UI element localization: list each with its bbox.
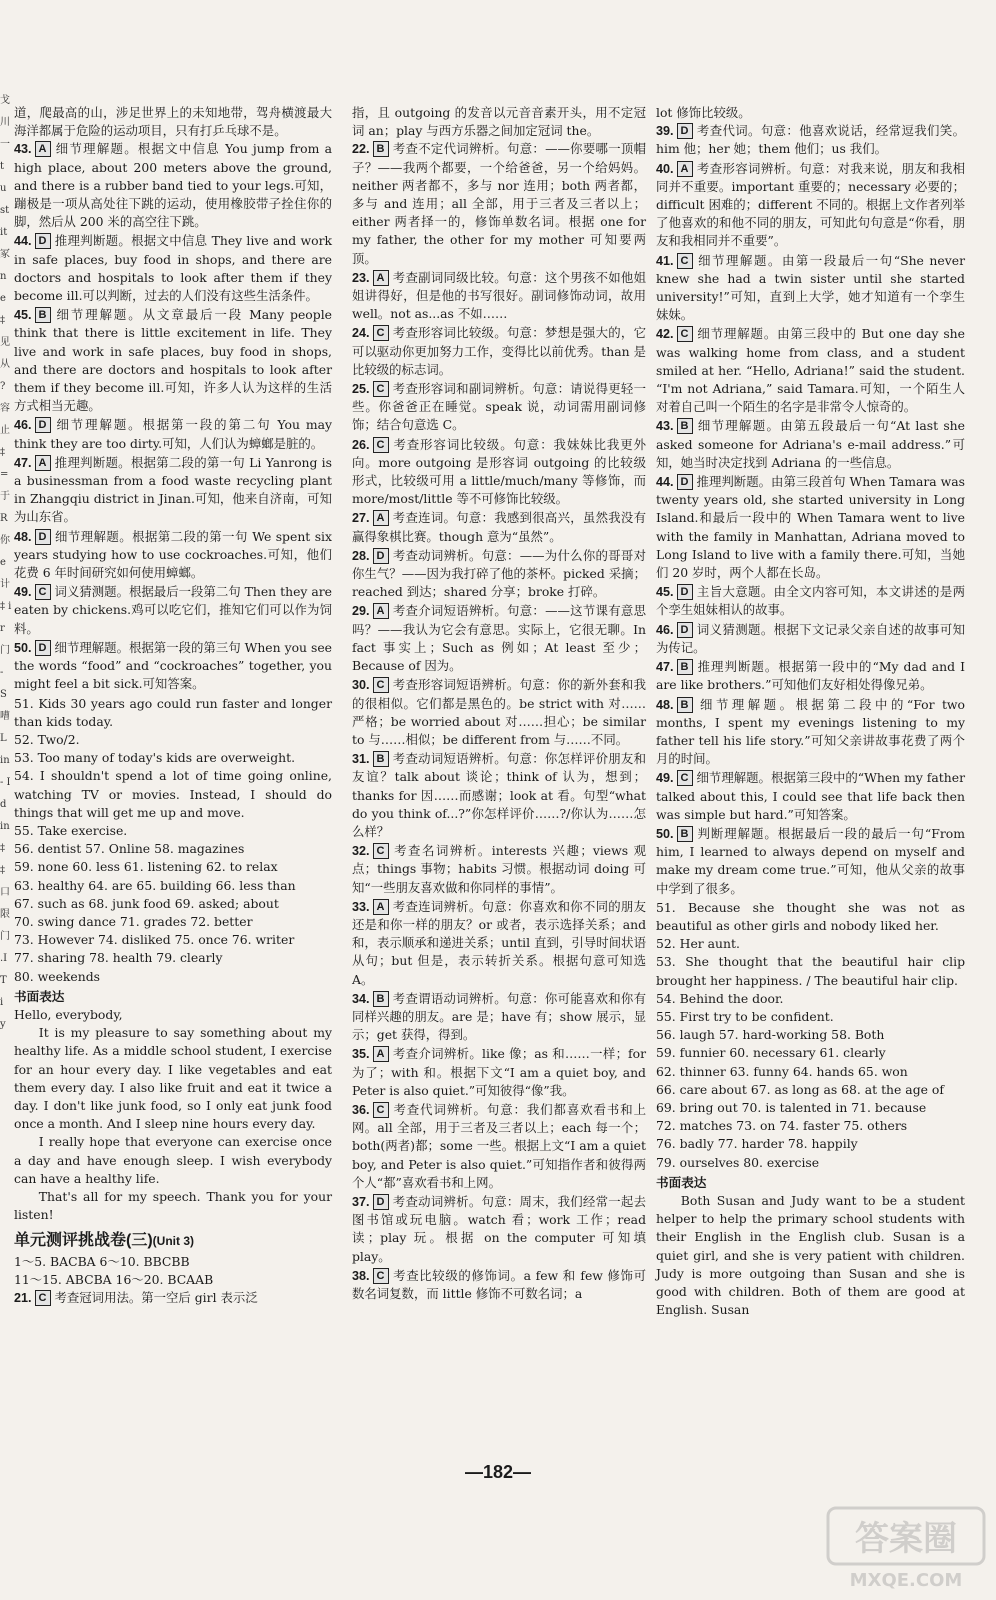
question-number: 35. (352, 1047, 370, 1062)
question-number: 25. (352, 382, 370, 397)
explanation-text: 细节理解题。根据第一段的第三句 When you see the words “food” and “cockroaches” together, you might feel a bit sick.可知答案。 (14, 639, 332, 692)
answer-item (656, 473, 965, 582)
svg-text:答案圈: 答案圈 (855, 1519, 957, 1559)
answer-line: 59. funnier 60. necessary 61. clearly (656, 1045, 886, 1061)
answer-choice-box: B (373, 141, 389, 157)
answer-line: 指，且 outgoing 的发音以元音音素开头，用不定冠词 an；play 与西方乐器之间加定冠词 the。 (352, 105, 646, 139)
answer-line: 59. none 60. less 61. listening 62. to relax (14, 859, 278, 875)
answer-line: 51. Kids 30 years ago could run faster and longer than kids today. (14, 695, 332, 729)
answer-choice-box: D (677, 622, 693, 638)
section-heading: 书面表达 (656, 1175, 707, 1190)
answer-line: Hello, everybody, (14, 1006, 123, 1022)
watermark-logo (826, 1506, 986, 1592)
svg-text:MXQE.COM: MXQE.COM (849, 1570, 963, 1591)
explanation-text: 判断理解题。根据最后一段的最后一句“From him, I learned to always depend on myself and make my dream come true.”可知，他从父亲的故事中学到了很多。 (656, 825, 965, 896)
question-number: 47. (656, 660, 674, 675)
answer-item (656, 769, 965, 824)
section-title-unit: (Unit 3) (152, 1234, 194, 1249)
explanation-text: 考查形容词比较级。句意：我妹妹比我更外向。more outgoing 是形容词 outgoing 的比较级形式，比较级可用 a little/much/many 等修饰，而 more/most/little 等不可修饰比较级。 (352, 436, 646, 507)
answer-line: lot 修饰比较级。 (656, 105, 751, 120)
question-number: 49. (656, 771, 674, 786)
answer-item (656, 621, 965, 657)
answer-item (656, 122, 965, 158)
question-number: 42. (656, 327, 674, 342)
explanation-text: 考查谓语动词辨析。句意：你可能喜欢和你有同样兴趣的朋友。are 是；have 有；show 展示，显示；get 获得，得到。 (352, 990, 646, 1043)
column-left (14, 104, 332, 1308)
essay-paragraph: It is my pleasure to say something about my healthy life. As a middle school student, I exercise for an hour every day. I like vegetables and eat them every day. I also like fruit and eat it twice a day. I don't like junk food, so I only eat junk food once a month. And I sleep nine hours every day. (14, 1025, 332, 1132)
answer-item (14, 454, 332, 527)
answer-line: 80. weekends (14, 968, 101, 984)
question-number: 43. (14, 142, 32, 157)
explanation-text: 考查形容词和副词辨析。句意：请说得更轻一些。你爸爸正在睡觉。speak 说，动词需用副词修饰；结合句意选 C。 (352, 381, 646, 433)
answer-choice-box: C (677, 253, 693, 269)
explanation-text: 考查比较级的修饰词。a few 和 few 修饰可数名词复数，而 little 修饰不可数名词；a (352, 1267, 646, 1301)
column-middle (352, 104, 646, 1304)
answer-item (656, 696, 965, 769)
answer-item (352, 436, 646, 509)
answer-choice-box: C (373, 677, 389, 693)
explanation-text: 细节理解题。根据文中信息 You jump from a high place, about 200 meters above the ground, and there is a rubber band tied to your legs.可知，蹦极是一项从高处往下跳的运动，使用橡胶带子拴住你的脚，然后从 200 米的高空往下跳。 (14, 141, 332, 230)
answer-choice-box: C (373, 843, 389, 859)
explanation-text: 推理判断题。由第三段首句 When Tamara was twenty years old, she started university in Long Island.和最后一段中的 When Tamara went to live with the family in Manhattan, Adriana moved to Long Island to live with a family there.可知，当她们 20 岁时，两个人都在长岛。 (656, 474, 965, 581)
explanation-text: 细节理解题。由第五段最后一句“At last she asked someone for Adriana's e-mail address.”可知，她当时决定找到 Adriana 的一些信息。 (656, 418, 965, 470)
answer-choice-box: D (35, 233, 51, 249)
question-number: 47. (14, 455, 32, 470)
answer-item (14, 232, 332, 305)
answer-choice-box: C (35, 584, 51, 600)
explanation-text: 考查冠词用法。第一空后 girl 表示泛 (54, 1290, 258, 1305)
answer-item (352, 990, 646, 1045)
question-number: 46. (656, 622, 674, 637)
answer-line: 63. healthy 64. are 65. building 66. less than (14, 877, 296, 893)
answer-choice-box: B (677, 418, 693, 434)
answer-item (352, 898, 646, 989)
answer-line: 73. However 74. disliked 75. once 76. writer (14, 932, 295, 948)
question-number: 48. (656, 697, 674, 712)
question-number: 34. (352, 991, 370, 1006)
explanation-text: 考查代词。句意：他喜欢说话，经常逗我们笑。him 他；her 她；them 他们；us 我们。 (656, 123, 965, 157)
essay-paragraph: I really hope that everyone can exercise once a day and have enough sleep. I wish everybody can have a healthy life. (14, 1134, 332, 1186)
question-number: 48. (14, 529, 32, 544)
question-number: 33. (352, 899, 370, 914)
answer-item (656, 583, 965, 619)
explanation-text: 考查动词辨析。句意：——为什么你的哥哥对你生气？——因为我打碎了他的茶杯。picked 采摘；reached 到达；shared 分享；broke 打碎。 (352, 547, 646, 600)
question-number: 38. (352, 1268, 370, 1283)
answer-choice-box: A (35, 455, 51, 471)
answer-choice-box: B (373, 751, 389, 767)
question-number: 23. (352, 270, 370, 285)
answer-choice-box: C (373, 1102, 389, 1118)
answer-item (656, 160, 965, 251)
question-number: 40. (656, 161, 674, 176)
answer-line: 69. bring out 70. is talented in 71. because (656, 1099, 927, 1115)
explanation-text: 考查动词辨析。句意：周末，我们经常一起去图书馆或玩电脑。watch 看；work 工作；read 读；play 玩。根据 on the computer 可知填 play。 (352, 1193, 646, 1264)
question-number: 50. (14, 640, 32, 655)
answer-line: 62. thinner 63. funny 64. hands 65. won (656, 1063, 908, 1079)
answer-item (352, 1267, 646, 1303)
answer-item (352, 750, 646, 841)
explanation-text: 考查形容词短语辨析。句意：你的新外套和我的很相似。它们都是黑色的。be strict with 对……严格；be worried about 对……担心；be similar to 与……相似；be different from 与……不同。 (352, 677, 646, 747)
answer-choice-box: A (373, 899, 389, 915)
question-number: 50. (656, 826, 674, 841)
explanation-text: 细节理解题。由第一段最后一句“She never knew she had a twin sister until she started university!”可知，直到上大学，她才知道有一个孪生妹妹。 (656, 252, 965, 323)
answer-item (14, 140, 332, 231)
answer-item (656, 252, 965, 325)
explanation-text: 考查动词短语辨析。句意：你怎样评价朋友和友谊？talk about 谈论；think of 认为，想到；thanks for 因……而感谢；look at 看。句型“what do you think of...?”你怎样评价……?/你认为……怎么样？ (352, 751, 646, 839)
answer-item (352, 1045, 646, 1100)
answer-line: 11～15. ABCBA 16～20. BCAAB (14, 1271, 214, 1287)
explanation-text: 推理判断题。根据第一段中的“My dad and I are like brothers.”可知他们友好相处得像兄弟。 (656, 659, 965, 693)
answer-choice-box: A (373, 510, 389, 526)
question-number: 45. (656, 585, 674, 600)
answer-choice-box: B (677, 697, 693, 713)
answer-line: 77. sharing 78. health 79. clearly (14, 950, 223, 966)
answer-line: 52. Two/2. (14, 731, 80, 747)
page-number: —182— (464, 1462, 532, 1482)
answer-choice-box: C (373, 1268, 389, 1284)
answer-line: 76. badly 77. harder 78. happily (656, 1136, 858, 1152)
question-number: 29. (352, 604, 370, 619)
answer-choice-box: D (373, 1194, 389, 1210)
answer-item (352, 269, 646, 324)
explanation-text: 推理判断题。根据文中信息 They live and work in safe places, buy food in shops, and there are doctors and hospitals to look after them if they become ill.可以判断，过去的人们没有这些生活条件。 (14, 233, 332, 304)
explanation-text: 考查介词辨析。like 像；as 和……一样；for 为了；with 和。根据下文“I am a quiet boy, and Peter is also quiet.”可知彼得“像”我。 (352, 1046, 646, 1098)
answer-choice-box: A (373, 603, 389, 619)
answer-choice-box: B (35, 307, 51, 323)
question-number: 36. (352, 1102, 370, 1117)
answer-item (14, 416, 332, 452)
section-heading: 书面表达 (14, 989, 65, 1004)
answer-line: 53. She thought that the beautiful hair clip brought her happiness. / The beautiful hair clip. (656, 954, 965, 988)
answer-item (14, 639, 332, 694)
answer-line: 1～5. BACBA 6～10. BBCBB (14, 1253, 190, 1269)
explanation-text: 考查代词辨析。句意：我们都喜欢看书和上网。all 全部，用于三者及三者以上；each 每一个；both(两者)都；some 一些。根据上文“I am a quiet boy, and Peter is also quiet.”可知指作者和彼得两个人“都”喜欢看书和上网。 (352, 1101, 646, 1190)
essay-paragraph: That's all for my speech. Thank you for your listen! (14, 1188, 332, 1223)
answer-choice-box: D (373, 548, 389, 564)
answer-choice-box: A (35, 141, 51, 157)
answer-item (352, 602, 646, 675)
explanation-text: 细节理解题。由第三段中的 But one day she was walking home from class, and a student smiled at her. “Hello, Adriana!” said the student. “I'm not Adriana,” said Tamara.可知，一个陌生人对着自己叫一个陌生的名字是非常令人惊奇的。 (656, 326, 965, 415)
question-number: 44. (656, 475, 674, 490)
question-number: 30. (352, 678, 370, 693)
answer-choice-box: C (373, 325, 389, 341)
answer-choice-box: D (677, 474, 693, 490)
answer-line: 56. dentist 57. Online 58. magazines (14, 841, 245, 857)
answer-item (352, 676, 646, 749)
question-number: 45. (14, 308, 32, 323)
explanation-text: 词义猜测题。根据下文记录父亲自述的故事可知为传记。 (656, 621, 965, 655)
answer-line: 79. ourselves 80. exercise (656, 1154, 820, 1170)
explanation-text: 考查连词辨析。句意：你喜欢和你不同的朋友还是和你一样的朋友？or 或者，表示选择关系；and 和，表示顺承和递进关系；until 直到，引导时间状语从句；but 但是，表示转折关系。根据句意可知选 A。 (352, 898, 646, 987)
question-number: 32. (352, 844, 370, 859)
answer-line: 67. such as 68. junk food 69. asked; about (14, 895, 279, 911)
answer-item (352, 324, 646, 379)
answer-choice-box: C (35, 1290, 51, 1306)
essay-paragraph: Both Susan and Judy want to be a student helper to help the primary school students with their English in the English club. Susan is a quiet girl, and she is very patient with children. Judy is more outgoing than Susan and she is good with children. Both of them are good at English. Susan (656, 1192, 965, 1318)
question-number: 49. (14, 585, 32, 600)
explanation-text: 推理判断题。根据第二段的第一句 Li Yanrong is a businessman from a food waste recycling plant in Zhangqiu district in Jinan.可知，他来自济南，可知为山东省。 (14, 454, 332, 525)
answer-line: 54. Behind the door. (656, 990, 784, 1006)
explanation-text: 细节理解题。根据第一段的第二句 You may think they are too dirty.可知，人们认为蟑螂是脏的。 (14, 417, 332, 451)
answer-line: 66. care about 67. as long as 68. at the age of (656, 1081, 944, 1097)
answer-choice-box: C (677, 770, 693, 786)
answer-choice-box: D (677, 584, 693, 600)
answer-choice-box: B (373, 991, 389, 1007)
answer-choice-box: A (677, 161, 693, 177)
answer-item (14, 583, 332, 638)
answer-line: 72. matches 73. on 74. faster 75. others (656, 1118, 908, 1134)
answer-line: 51. Because she thought she was not as beautiful as other girls and nobody liked her. (656, 899, 965, 933)
answer-choice-box: C (677, 326, 693, 342)
question-number: 31. (352, 752, 370, 767)
answer-choice-box: D (35, 640, 51, 656)
explanation-text: 词义猜测题。根据最后一段第二句 Then they are eaten by chickens.鸡可以吃它们，推知它们可以作为饲料。 (14, 584, 332, 636)
explanation-text: 细节理解题。根据第三段中的“When my father talked about this, I could see that life back then was simple but hard.”可知答案。 (656, 770, 965, 822)
explanation-text: 考查不定代词辨析。句意：——你要哪一顶帽子？——我两个都要，一个给爸爸，另一个给妈妈。neither 两者都不，多与 nor 连用；both 两者都，多与 and 连用；all 全部，用于三者及三者以上；either 两者择一的，修饰单数名词。根据 one for my father, the other for my mother 可知要两顶。 (352, 141, 646, 266)
answer-choice-box: A (373, 270, 389, 286)
question-number: 27. (352, 511, 370, 526)
explanation-text: 考查副词同级比较。句意：这个男孩不如他姐姐讲得好，但是他的书写很好。副词修饰动词，故用 well。not as...as 不如…… (352, 269, 646, 322)
answer-choice-box: C (373, 381, 389, 397)
answer-item (656, 417, 965, 472)
question-number: 21. (14, 1291, 32, 1305)
question-number: 41. (656, 253, 674, 268)
answer-item (14, 528, 332, 583)
column-right (656, 104, 965, 1319)
question-number: 37. (352, 1194, 370, 1209)
answer-item (656, 325, 965, 416)
answer-item (14, 306, 332, 415)
answer-item (656, 825, 965, 898)
explanation-text: 考查连词。句意：我感到很高兴，虽然我没有赢得象棋比赛。though 意为“虽然”。 (352, 510, 646, 544)
answer-item (352, 140, 646, 267)
explanation-text: 考查形容词比较级。句意：梦想是强大的，它可以驱动你更加努力工作，变得比以前优秀。than 是比较级的标志词。 (352, 325, 646, 377)
answer-line: 53. Too many of today's kids are overweight. (14, 750, 296, 766)
answer-item (656, 658, 965, 694)
explanation-text: 考查形容词辨析。句意：对我来说，朋友和我相同并不重要。important 重要的；necessary 必要的；difficult 困难的；different 不同的。根据上文作者列举了他喜欢的和他不同的朋友，可知此句句意是“你看，朋友和我相同并不重要”。 (656, 160, 965, 249)
question-number: 43. (656, 419, 674, 434)
answer-choice-box: A (373, 1046, 389, 1062)
question-number: 22. (352, 142, 370, 157)
answer-item (14, 1289, 332, 1307)
question-number: 26. (352, 437, 370, 452)
explanation-text: 主旨大意题。由全文内容可知，本文讲述的是两个孪生姐妹相认的故事。 (656, 584, 965, 618)
answer-line: 道，爬最高的山，涉足世界上的未知地带，驾舟横渡最大海洋都属于危险的运动项目，只有打乒乓球不是。 (14, 105, 332, 139)
answer-choice-box: D (677, 123, 693, 139)
answer-line: 56. laugh 57. hard-working 58. Both (656, 1027, 885, 1043)
question-number: 39. (656, 124, 674, 139)
answer-item (352, 1101, 646, 1192)
section-title (14, 1232, 332, 1250)
answer-choice-box: D (35, 417, 51, 433)
section-title-main: 单元测评挑战卷(三) (14, 1232, 153, 1250)
answer-line: 52. Her aunt. (656, 936, 740, 952)
question-number: 44. (14, 234, 32, 249)
explanation-text: 细节理解题。根据第二段的第一句 We spent six years studying how to use cockroaches.可知，他们花费 6 年时间研究如何使用蟑螂。 (14, 528, 332, 581)
left-edge-cropped-text: 戈 川 一 t u st it 冢 ne ‡ 见 从 ?容 止 ‡ = 于 R 你 e 计 ‡ ir 门 - S 嘈 L in - Id in ‡ ‡ 口 限 门 .IT i y (0, 95, 12, 1030)
answer-item (352, 509, 646, 545)
explanation-text: 细节理解题。根据第二段中的“For two months, I spent my evenings listening to my father tell his life story.”可知父亲讲故事花费了两个月的时间。 (656, 696, 965, 767)
answer-item (352, 547, 646, 602)
question-number: 24. (352, 326, 370, 341)
explanation-text: 考查名词辨析。interests 兴趣；views 观点；things 事物；habits 习惯。根据动词 doing 可知“一些朋友喜欢做和你同样的事情”。 (352, 843, 646, 895)
answer-line: 55. Take exercise. (14, 822, 128, 838)
explanation-text: 细节理解题。从文章最后一段 Many people think that there is little excitement in life. They live and work in safe places, buy food in shops, and there are doctors and hospitals to look after them if they become ill.可知，许多人认为这样的生活方式相当无趣。 (14, 307, 332, 414)
answer-line: 54. I shouldn't spend a lot of time going online, watching TV or movies. Instead, I should do things that will get me up and move. (14, 768, 332, 820)
answer-line: 55. First try to be confident. (656, 1008, 834, 1024)
answer-line: 70. swing dance 71. grades 72. better (14, 913, 253, 929)
question-number: 46. (14, 418, 32, 433)
answer-choice-box: B (677, 659, 693, 675)
question-number: 28. (352, 548, 370, 563)
answer-item (352, 1193, 646, 1266)
answer-choice-box: D (35, 529, 51, 545)
answer-choice-box: B (677, 826, 693, 842)
answer-choice-box: C (373, 437, 389, 453)
explanation-text: 考查介词短语辨析。句意：——这节课有意思吗？——我认为它会有意思。实际上，它很无聊。In fact 事实上；Such as 例如；At least 至少；Because of 因为。 (352, 603, 646, 674)
answer-item (352, 380, 646, 435)
answer-item (352, 842, 646, 897)
